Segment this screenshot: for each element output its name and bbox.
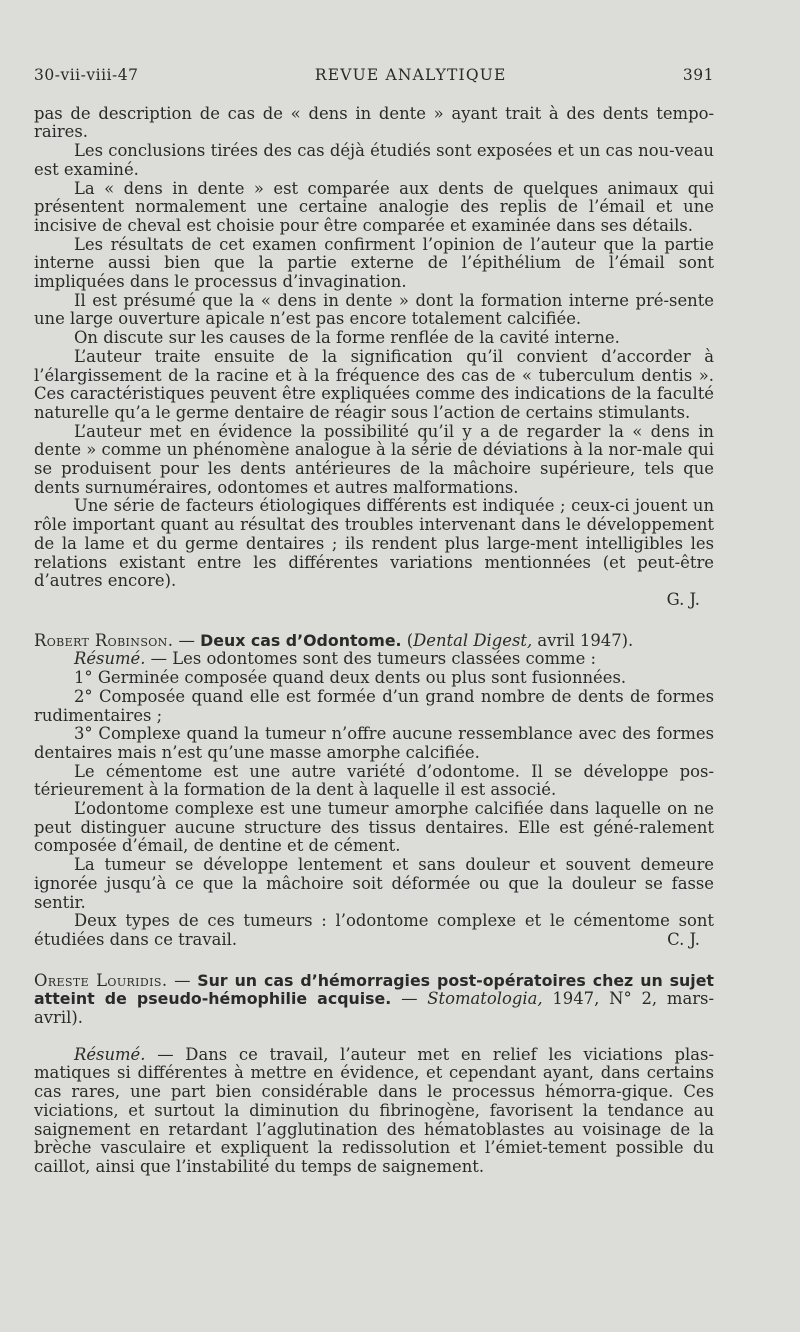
list-item: 3° Complexe quand la tumeur n’offre aucune ressemblance avec des formes dentaires mais n’est qu’une masse amorphe calcifiée. xyxy=(34,724,714,762)
paragraph: Les conclusions tirées des cas déjà étudiés sont exposées et un cas nou-veau est examiné. xyxy=(34,141,714,179)
paragraph-text: Une série de facteurs étiologiques différents est indiquée ; ceux-ci jouent un rôle important quant au résultat des troubles intervenant dans le développement de la lame et du germe dentaires ; ils rendent plus large-ment intelligibles les relations existant entre les différentes variations mentionnées (et peut-être d’autres encore). xyxy=(34,496,714,591)
paragraph-last xyxy=(34,497,714,591)
article-hemorragies xyxy=(34,972,714,1177)
article-title: Sur un cas d’hémorragies post-opératoires chez un sujet atteint de pseudo-hémophilie acquise. xyxy=(34,970,714,1009)
separator: — xyxy=(173,630,201,650)
source-details: 1947, N° 2, mars-avril). xyxy=(34,989,714,1028)
paragraph: La « dens in dente » est comparée aux dents de quelques animaux qui présentent normalement une certaine analogie des replis de l’émail et une incisive de cheval est choisie pour être comparée et examinée dans ses détails. xyxy=(34,178,714,235)
header-page-number: 391 xyxy=(682,66,714,84)
paragraph: Le cémentome est une autre variété d’odontome. Il se développe pos-térieurement à la formation de la dent à laquelle il est associé. xyxy=(34,761,714,800)
resume-paragraph xyxy=(34,650,714,669)
paragraph: La tumeur se développe lentement et sans douleur et souvent demeure ignorée jusqu’à ce que la mâchoire soit déformée ou que la douleur se fasse sentir. xyxy=(34,855,714,912)
resume-label: Résumé. xyxy=(74,1044,146,1064)
article-title: Deux cas d’Odontome. xyxy=(200,630,402,650)
paragraph: L’auteur met en évidence la possibilité qu’il y a de regarder la « dens in dente » comme un phénomène analogue à la série de déviations à la nor-male qui se produisent pour les dents antérieures de la mâchoire supérieure, tels que dents surnuméraires, odontomes et autres malformations. xyxy=(34,421,714,497)
separator: ( xyxy=(401,630,414,650)
article-heading xyxy=(34,632,714,651)
separator: — xyxy=(391,989,428,1009)
resume-label: Résumé. xyxy=(74,649,146,669)
article-dens-in-dente xyxy=(34,105,714,610)
article-odontome xyxy=(34,632,714,950)
resume-text: — Les odontomes sont des tumeurs classées comme : xyxy=(145,649,597,669)
resume-text: — Dans ce travail, l’auteur met en relief les viciations plas-matiques si différentes à mettre en évidence, et cependant ayant, dans certains cas rares, une part bien considérable dans le processus hémorra-gique. Ces viciations, et surtout la diminution du fibrinogène, favorisent la tendance au saignement en retardant l’agglutination des hématoblastes au voisinage de la brèche vasculaire et expliquent la redissolution et l’émiet-tement possible du caillot, ainsi que l’instabilité du temps de saignement. xyxy=(34,1044,714,1176)
paragraph: pas de description de cas de « dens in dente » ayant trait à des dents tempo-raires. xyxy=(34,103,714,142)
header-date: 30-vii-viii-47 xyxy=(34,66,139,84)
source-journal: Dental Digest, xyxy=(413,630,533,650)
article-heading xyxy=(34,972,714,1028)
separator: — xyxy=(167,970,198,990)
paragraph: L’auteur traite ensuite de la signification qu’il convient d’accorder à l’élargissement de la racine et à la fréquence des cas de « tuberculum dentis ». Ces caractéristiques peuvent être expliquées comme des indications de la faculté naturelle qu’a le germe dentaire de réagir sous l’action de certains stimulants. xyxy=(34,346,714,422)
signature: C. J. xyxy=(667,929,700,949)
paragraph-last: Deux types de ces tumeurs : l’odontome complexe et le cémentome sont étudiées dans ce travail. xyxy=(34,911,714,949)
source-journal: Stomatologia, xyxy=(427,989,543,1009)
paragraph: L’odontome complexe est une tumeur amorphe calcifiée dans laquelle on ne peut distinguer aucune structure des tissus dentaires. Elle est géné-ralement composée d’émail, de dentine et de cément. xyxy=(34,799,714,856)
source-details: avril 1947). xyxy=(532,630,634,650)
resume-paragraph xyxy=(34,1046,714,1177)
list-item: 1° Germinée composée quand deux dents ou plus sont fusionnées. xyxy=(74,668,627,688)
signature-row xyxy=(34,591,714,610)
paragraph: Il est présumé que la « dens in dente » dont la formation interne pré-sente une large ouverture apicale n’est pas encore totalement calcifiée. xyxy=(34,290,714,329)
signature: G. J. xyxy=(666,589,700,609)
paragraph: Les résultats de cet examen confirment l’opinion de l’auteur que la partie interne aussi bien que la partie externe de l’épithélium de l’émail sont impliquées dans le processus d’invagination. xyxy=(34,234,714,292)
running-header xyxy=(34,66,714,85)
header-journal-title: REVUE ANALYTIQUE xyxy=(314,66,507,84)
paragraph: On discute sur les causes de la forme renflée de la cavité interne. xyxy=(74,328,620,348)
author-name: Oreste Louridis. xyxy=(34,970,168,990)
author-name: Robert Robinson. xyxy=(34,630,174,650)
list-item: 2° Composée quand elle est formée d’un grand nombre de dents de formes rudimentaires ; xyxy=(34,686,714,725)
